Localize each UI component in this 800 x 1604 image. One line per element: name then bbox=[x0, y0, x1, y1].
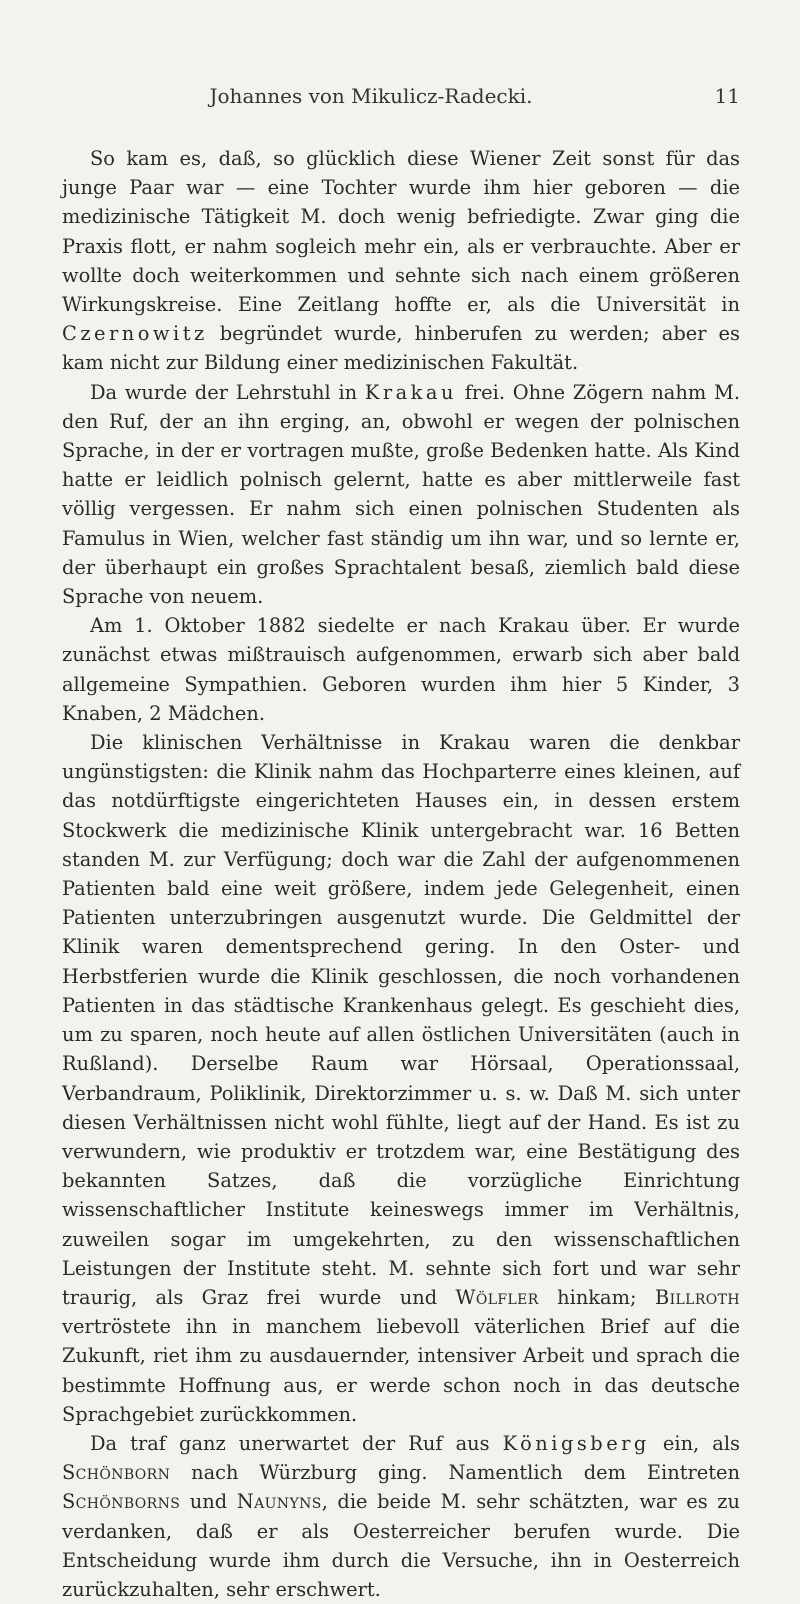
text-run: begründet wurde, hinberufen zu werden; aber es kam nicht zur Bildung einer medizinischen Fakultät. bbox=[62, 322, 740, 375]
emphasized-text: Königsberg bbox=[502, 1431, 650, 1455]
emphasized-text: Czernowitz bbox=[62, 322, 208, 346]
text-run: vertröstete ihn in manchem liebevoll väterlichen Brief auf die Zukunft, riet ihm zu ausdauernder, intensiver Arbeit und sprach die bestimmte Hoffnung aus, er werde schon noch in das deutsche Sprachgebiet zurückkommen. bbox=[62, 1315, 740, 1426]
text-run: frei. Ohne Zögern nahm M. den Ruf, der an ihn erging, an, obwohl er wegen der polnischen Sprache, in der er vortragen mußte, große Bedenken hatte. Als Kind hatte er leidlich polnisch gelernt, hatte es aber mittlerweile fast völlig vergessen. Er nahm sich einen polnischen Studenten als Famulus in Wien, welcher fast ständig um ihn war, und so lernte er, der überhaupt ein großes Sprachtalent besaß, ziemlich bald diese Sprache von neuem. bbox=[62, 380, 740, 609]
emphasized-text: Wölfler bbox=[455, 1285, 539, 1309]
paragraph bbox=[62, 1429, 740, 1604]
emphasized-text: Naunyns bbox=[236, 1490, 322, 1514]
text-run: So kam es, daß, so glücklich diese Wiener Zeit sonst für das junge Paar war — eine Tochter wurde ihm hier geboren — die medizinische Tätigkeit M. doch wenig befriedigte. Zwar ging die Praxis flott, er nahm sogleich mehr ein, als er verbrauchte. Aber er wollte doch weiterkommen und sehnte sich nach einem größeren Wirkungskreise. Eine Zeitlang hoffte er, als die Universität in bbox=[62, 147, 740, 317]
paragraph bbox=[62, 378, 740, 612]
paragraph bbox=[62, 728, 740, 1429]
running-title: Johannes von Mikulicz-Radecki. bbox=[209, 84, 533, 108]
paragraph bbox=[62, 144, 740, 378]
text-run: Da wurde der Lehrstuhl in bbox=[90, 380, 365, 404]
emphasized-text: Billroth bbox=[654, 1285, 740, 1309]
text-run: hinkam; bbox=[538, 1285, 655, 1309]
emphasized-text: Schönborn bbox=[62, 1461, 171, 1485]
paragraph bbox=[62, 611, 740, 728]
page-number: 11 bbox=[714, 84, 740, 108]
text-run: Da traf ganz unerwartet der Ruf aus bbox=[90, 1431, 503, 1455]
text-run: und bbox=[180, 1490, 237, 1514]
text-run: ein, als bbox=[649, 1431, 740, 1455]
text-run: , die beide M. sehr schätzten, war es zu verdanken, daß er als Oesterreicher berufen wurde. Die Entscheidung wurde ihm durch die Versuche, ihn in Oesterreich zurückzuhalten, sehr erschwert. bbox=[62, 1490, 741, 1601]
page-header bbox=[62, 84, 740, 124]
text-run: Die klinischen Verhältnisse in Krakau waren die denkbar ungünstigsten: die Klinik nahm das Hochparterre eines kleinen, auf das notdürftigste eingerichteten Hauses ein, in dessen erstem Stockwerk die medizinische Klinik untergebracht war. 16 Betten standen M. zur Verfügung; doch war die Zahl der aufgenommenen Patienten bald eine weit größere, indem jede Gelegenheit, einen Patienten unterzubringen ausgenutzt wurde. Die Geldmittel der Klinik waren dementsprechend gering. In den Oster- und Herbstferien wurde die Klinik geschlossen, die noch vorhandenen Patienten in das städtische Krankenhaus gelegt. Es geschieht dies, um zu sparen, noch heute auf allen östlichen Universitäten (auch in Rußland). Derselbe Raum war Hörsaal, Operationssaal, Verbandraum, Poliklinik, Direktorzimmer u. s. w. Daß M. sich unter diesen Verhältnissen nicht wohl fühlte, liegt auf der Hand. Es ist zu verwundern, wie produktiv er trotzdem war, eine Bestätigung des bekannten Satzes, daß die vorzügliche Einrichtung wissenschaftlicher Institute keineswegs immer im Verhältnis, zuweilen sogar im umgekehrten, zu den wissenschaftlichen Leistungen der Institute steht. M. sehnte sich fort und war sehr traurig, als Graz frei wurde und bbox=[62, 731, 740, 1309]
text-run: nach Würzburg ging. Namentlich dem Eintreten bbox=[170, 1461, 740, 1485]
emphasized-text: Schönborns bbox=[62, 1490, 181, 1514]
body-text bbox=[62, 144, 740, 1604]
emphasized-text: Krakau bbox=[364, 380, 457, 404]
text-run: Am 1. Oktober 1882 siedelte er nach Krakau über. Er wurde zunächst etwas mißtrauisch aufgenommen, erwarb sich aber bald allgemeine Sympathien. Geboren wurden ihm hier 5 Kinder, 3 Knaben, 2 Mädchen. bbox=[62, 614, 740, 725]
